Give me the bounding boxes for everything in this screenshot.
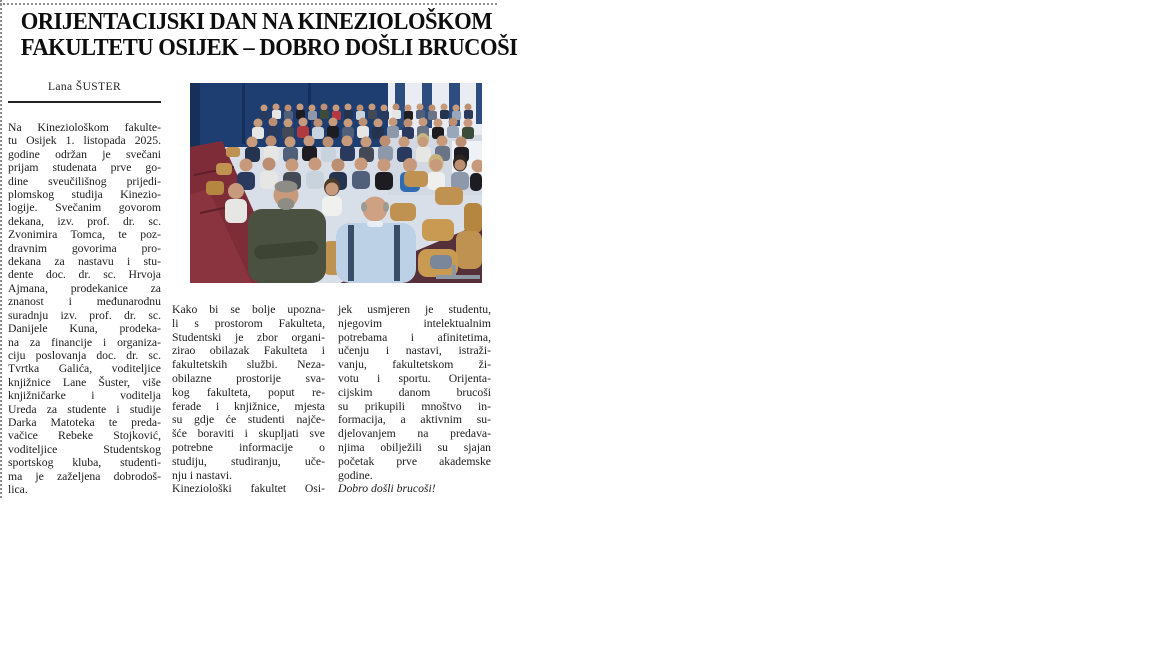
body-text-line: Kineziološki fakultet Osi-	[172, 482, 325, 496]
body-text-line: logije. Svečanim govorom	[8, 201, 161, 215]
body-text-line: šće boraviti i skupljati sve	[172, 427, 325, 441]
body-text-line: Ajmana, prodekanice za	[8, 281, 161, 295]
article-column-3	[338, 303, 491, 496]
body-text-line: Dobro došli brucoši!	[338, 482, 436, 496]
body-text-line: potrebama i afinitetima,	[338, 330, 491, 344]
body-text-line: prijam studenata prve go-	[8, 161, 161, 175]
body-text-line: studiju, studiranju, uče-	[172, 454, 325, 468]
body-text-line: su gdje će studenti najče-	[172, 413, 325, 427]
body-text-line: ma je zaželjena dobrodoš-	[8, 469, 161, 483]
body-text-line: fakultetskih službi. Neza-	[172, 358, 325, 372]
body-text-line: početak prve akademske	[338, 454, 491, 468]
body-text-line: Darka Matoteka te preda-	[8, 415, 161, 429]
body-text-line: ciju poslovanja doc. dr. sc.	[8, 348, 161, 362]
body-text-line: sportskog kluba, studenti-	[8, 456, 161, 470]
body-text-line: Zvonimira Tomca, te poz-	[8, 228, 161, 242]
article-photo	[190, 83, 482, 283]
body-text-line: njima obilježili su sjajan	[338, 440, 491, 454]
left-dotted-divider	[0, 0, 2, 498]
body-text-line: dine sveučilišnog prijedi-	[8, 174, 161, 188]
body-text-line: jek usmjeren je studentu,	[338, 303, 491, 316]
body-text-line: dekana za nastavu i stu-	[8, 255, 161, 269]
body-text-line: učenju i nastavi, istraži-	[338, 344, 491, 358]
body-text-line: Tvrtka Galića, voditeljice	[8, 362, 161, 376]
body-text-line: plomskog studija Kinezio-	[8, 188, 161, 202]
body-text-line: formacija, a aktivnim su-	[338, 413, 491, 427]
body-text-line: Danijele Kuna, prodeka-	[8, 322, 161, 336]
body-text-line: zirao obilazak Fakulteta i	[172, 344, 325, 358]
body-text-line: Na Kineziološkom fakulte-	[8, 121, 161, 134]
body-text-line: obilazne prostorije sva-	[172, 371, 325, 385]
body-text-line: dekana, izv. prof. dr. sc.	[8, 214, 161, 228]
body-text-line: kog fakulteta, poput re-	[172, 385, 325, 399]
body-text-line: godine.	[338, 468, 373, 482]
article-column-2	[172, 303, 325, 496]
body-text-line: cijskim danom brucoši	[338, 385, 491, 399]
headline-line-1: ORIJENTACIJSKI DAN NA KINEZIOLOŠKOM	[20, 9, 493, 35]
body-text-line: knjižničarke i voditelja	[8, 389, 161, 403]
body-text-line: tu Osijek 1. listopada 2025.	[8, 134, 161, 148]
body-text-line: lica.	[8, 482, 28, 496]
body-text-line: Kako bi se bolje upozna-	[172, 303, 325, 316]
body-text-line: ferade i knjižnice, mjesta	[172, 399, 325, 413]
body-text-line: Studentski je zbor organi-	[172, 330, 325, 344]
body-text-line: voditeljice Studentskog	[8, 442, 161, 456]
body-text-line: su prikupili mnoštvo in-	[338, 399, 491, 413]
body-text-line: njegovim intelektualnim	[338, 316, 491, 330]
body-text-line: godine održan je svečani	[8, 147, 161, 161]
body-text-line: knjižnice Lane Šuster, više	[8, 375, 161, 389]
body-text-line: vačice Rebeke Stojković,	[8, 429, 161, 443]
body-text-line: dente doc. dr. sc. Hrvoja	[8, 268, 161, 282]
body-text-line: Ureda za studente i studije	[8, 402, 161, 416]
article-headline	[6, 9, 518, 61]
body-text-line: votu i sportu. Orijenta-	[338, 371, 491, 385]
body-text-line: suradnju izv. prof. dr. sc.	[8, 308, 161, 322]
body-text-line: nju i nastavi.	[172, 468, 233, 482]
byline: Lana ŠUSTER	[8, 81, 161, 103]
headline-line-2: FAKULTETU OSIJEK – DOBRO DOŠLI BRUCOŠI	[20, 35, 518, 61]
body-text-line: znanost i međunarodnu	[8, 295, 161, 309]
body-text-line: na za financije i organiza-	[8, 335, 161, 349]
body-text-line: vanju, fakultetskom ži-	[338, 358, 491, 372]
body-text-line: potrebne informacije o	[172, 440, 325, 454]
body-text-line: djelovanjem na predava-	[338, 427, 491, 441]
top-dotted-divider	[0, 3, 497, 5]
body-text-line: li s prostorom Fakulteta,	[172, 316, 325, 330]
article-column-1	[8, 121, 161, 496]
body-text-line: dravnim govorima pro-	[8, 241, 161, 255]
